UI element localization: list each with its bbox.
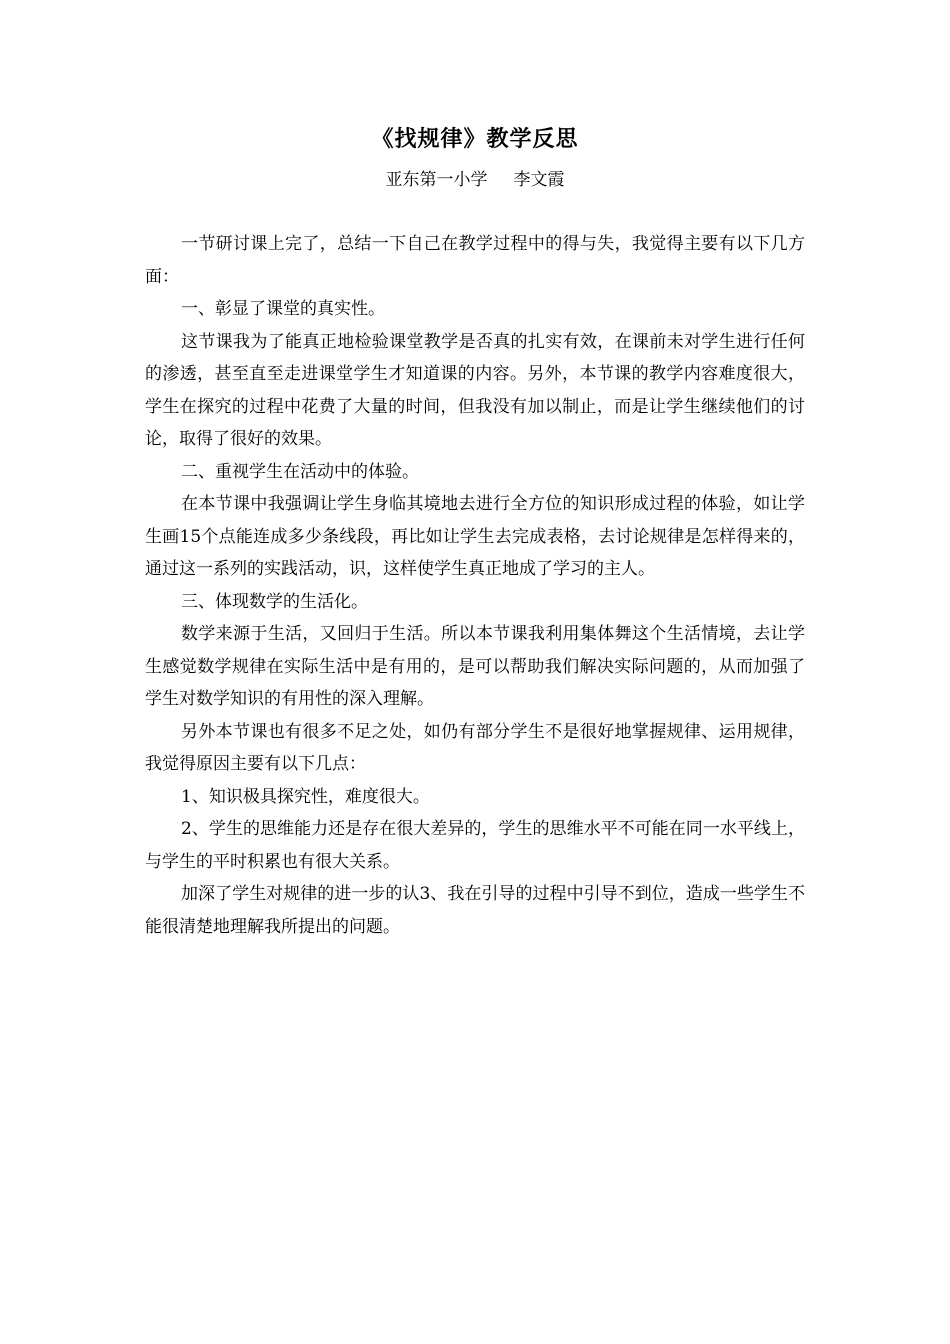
paragraph-closing: 加深了学生对规律的进一步的认3、我在引导的过程中引导不到位，造成一些学生不能很清楚地理解我所提出的问题。 — [145, 884, 805, 937]
list-item-2: 2、学生的思维能力还是存在很大差异的，学生的思维水平不可能在同一水平线上，与学生的平时积累也有很大关系。 — [145, 819, 805, 872]
list-item-1: 1、知识极具探究性，难度很大。 — [181, 786, 430, 807]
document-body — [145, 228, 805, 943]
paragraph-intro: 一节研讨课上完了，总结一下自己在教学过程中的得与失，我觉得主要有以下几方面： — [145, 234, 805, 287]
author-name: 李文霞 — [513, 170, 565, 190]
paragraph-point-1: 这节课我为了能真正地检验课堂教学是否真的扎实有效，在课前未对学生进行任何的渗透，甚至直至走进课堂学生才知道课的内容。另外，本节课的教学内容难度很大，学生在探究的过程中花费了大量的时间，但我没有加以制止，而是让学生继续他们的讨论，取得了很好的效果。 — [145, 331, 805, 449]
paragraph-shortcomings: 另外本节课也有很多不足之处，如仍有部分学生不是很好地掌握规律、运用规律，我觉得原因主要有以下几点： — [145, 721, 805, 774]
paragraph-point-3: 数学来源于生活，又回归于生活。所以本节课我利用集体舞这个生活情境，去让学生感觉数学规律在实际生活中是有用的，是可以帮助我们解决实际问题的，从而加强了学生对数学知识的有用性的深入理解。 — [145, 624, 805, 709]
author-school: 亚东第一小学 — [385, 170, 488, 190]
heading-point-3: 三、体现数学的生活化。 — [181, 591, 368, 612]
author-line — [0, 166, 950, 194]
document-title: 《找规律》教学反思 — [371, 126, 579, 152]
paragraph-point-2: 在本节课中我强调让学生身临其境地去进行全方位的知识形成过程的体验，如让学生画15个点能连成多少条线段，再比如让学生去完成表格，去讨论规律是怎样得来的，通过这一系列的实践活动，识，这样使学生真正地成了学习的主人。 — [145, 494, 805, 579]
heading-point-1: 一、彰显了课堂的真实性。 — [181, 299, 385, 319]
heading-point-2: 二、重视学生在活动中的体验。 — [181, 461, 419, 482]
